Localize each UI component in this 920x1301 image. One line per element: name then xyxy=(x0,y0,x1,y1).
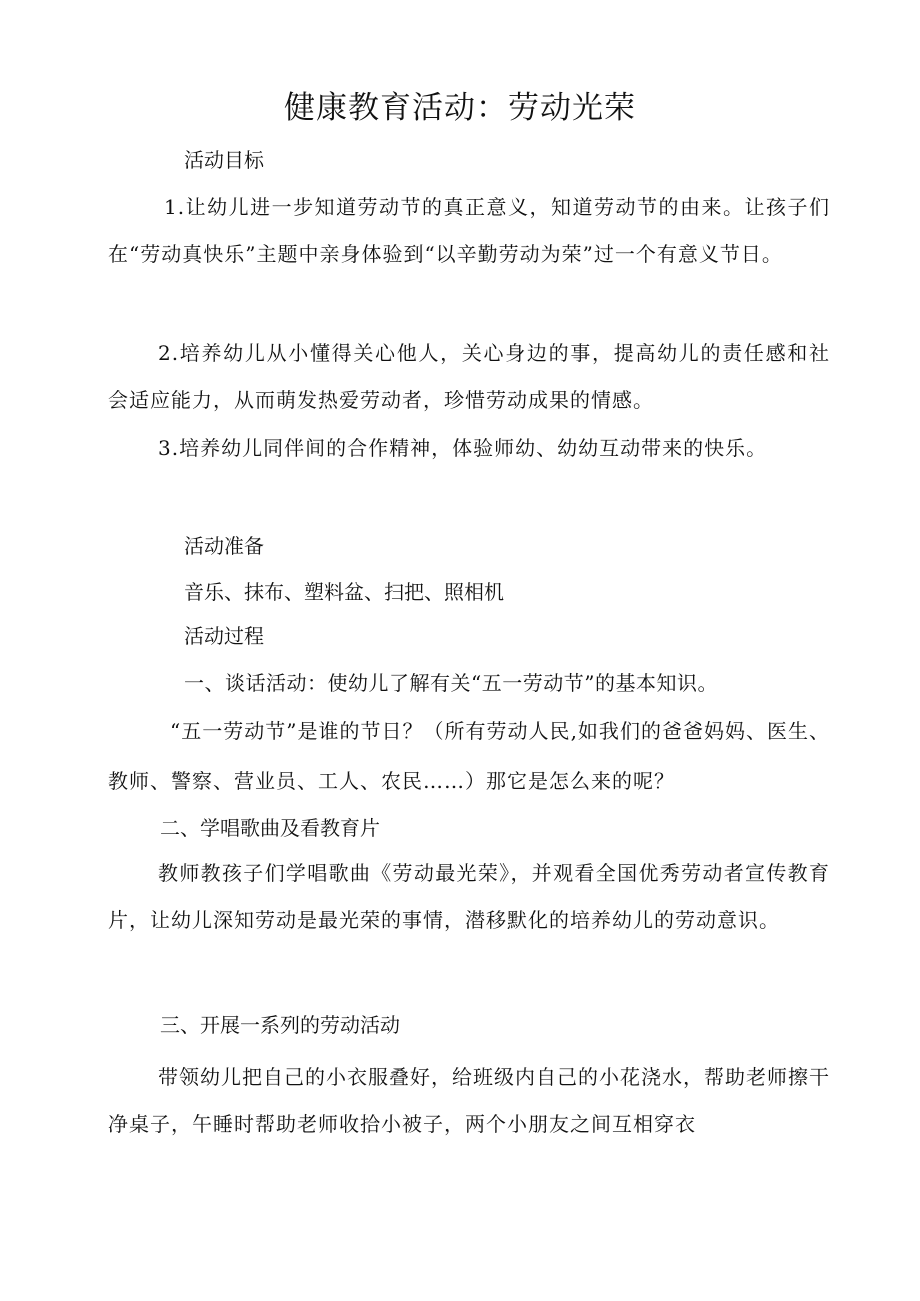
step-1-paragraph: “五一劳动节”是谁的节日？（所有劳动人民,如我们的爸爸妈妈、医生、教师、警察、营业员、工人、农民……）那它是怎么来的呢？ xyxy=(108,719,830,793)
step-1-heading: 一、谈话活动：使幼儿了解有关“五一劳动节”的基本知识。 xyxy=(184,671,718,695)
goal-3-paragraph: 3.培养幼儿同伴间的合作精神，体验师幼、幼幼互动带来的快乐。 xyxy=(158,436,768,460)
prep-items: 音乐、抹布、塑料盆、扫把、照相机 xyxy=(184,580,504,604)
process-heading: 活动过程 xyxy=(184,624,264,648)
goal-1-paragraph: 1.让幼儿进一步知道劳动节的真正意义，知道劳动节的由来。让孩子们在“劳动真快乐”主题中亲身体验到“以辛勤劳动为荣”过一个有意义节日。 xyxy=(108,195,830,266)
goals-heading: 活动目标 xyxy=(184,148,264,172)
goal-2-paragraph: 2.培养幼儿从小懂得关心他人，关心身边的事，提高幼儿的责任感和社会适应能力，从而萌发热爱劳动者，珍惜劳动成果的情感。 xyxy=(108,341,830,412)
step-3-heading: 三、开展一系列的劳动活动 xyxy=(160,1013,400,1037)
document-title: 健康教育活动：劳动光荣 xyxy=(284,90,636,126)
step-3-paragraph: 带领幼儿把自己的小衣服叠好，给班级内自己的小花浇水，帮助老师擦干净桌子，午睡时帮助老师收拾小被子，两个小朋友之间互相穿衣 xyxy=(108,1065,830,1136)
prep-heading: 活动准备 xyxy=(184,534,264,558)
step-2-heading: 二、学唱歌曲及看教育片 xyxy=(160,816,380,840)
step-2-paragraph: 教师教孩子们学唱歌曲《劳动最光荣》，并观看全国优秀劳动者宣传教育片，让幼儿深知劳动是最光荣的事情，潜移默化的培养幼儿的劳动意识。 xyxy=(108,861,830,932)
